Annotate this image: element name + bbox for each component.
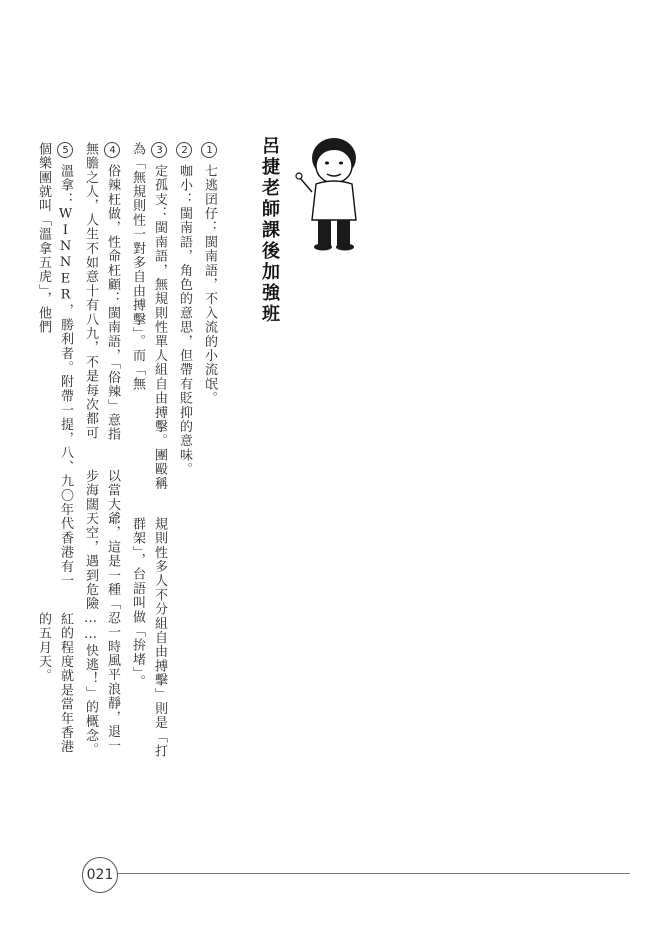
footnote-text: 溫拿：WINNER，勝利者。附帶一提，八、九〇年代香港有一個樂團就叫「溫拿五虎」，他們 — [36, 142, 73, 588]
footnote-4 — [79, 142, 123, 762]
footnote-3 — [126, 142, 170, 762]
footnote-2 — [173, 142, 195, 762]
footnote-1 — [198, 142, 220, 762]
section-heading: 呂捷老師課後加強班 — [259, 136, 280, 325]
page-number: 021 — [82, 857, 118, 893]
footnote-text-continued: 紅的程度就是當年香港的五月天。 — [36, 611, 73, 754]
footnote-text: 咖小：閩南語，角色的意思，但帶有貶抑的意味。 — [177, 164, 192, 477]
footnote-text: 俗辣枉做，性命枉顧：閩南語，「俗辣」意指無膽之人，人生不如意十有八九，不是每次都可 — [83, 142, 120, 442]
footer-rule — [118, 873, 630, 874]
footnote-number: 4 — [104, 142, 120, 158]
footnote-text-continued: 以當大爺，這是一種「忍一時風平浪靜，退一步海闊天空，遇到危險……快逃！」的概念。 — [83, 468, 120, 757]
footnote-number: 3 — [151, 142, 167, 158]
footnote-number: 1 — [201, 142, 217, 158]
teacher-cartoon-illustration — [294, 132, 374, 252]
footnote-number: 2 — [176, 142, 192, 158]
footnote-number: 5 — [57, 142, 73, 158]
footnote-5 — [32, 142, 76, 762]
footnotes-list — [29, 142, 220, 762]
footnote-text: 七逃囝仔：閩南語，不入流的小流氓。 — [202, 164, 217, 406]
footnote-text: 定孤支：閩南語，無規則性單人組自由搏擊。團毆稱為「無規則性一對多自由搏擊」。而「無 — [130, 142, 167, 491]
footnote-text-continued: 規則性多人不分組自由搏擊」則是「打群架」，台語叫做「拚堵」。 — [130, 516, 167, 759]
